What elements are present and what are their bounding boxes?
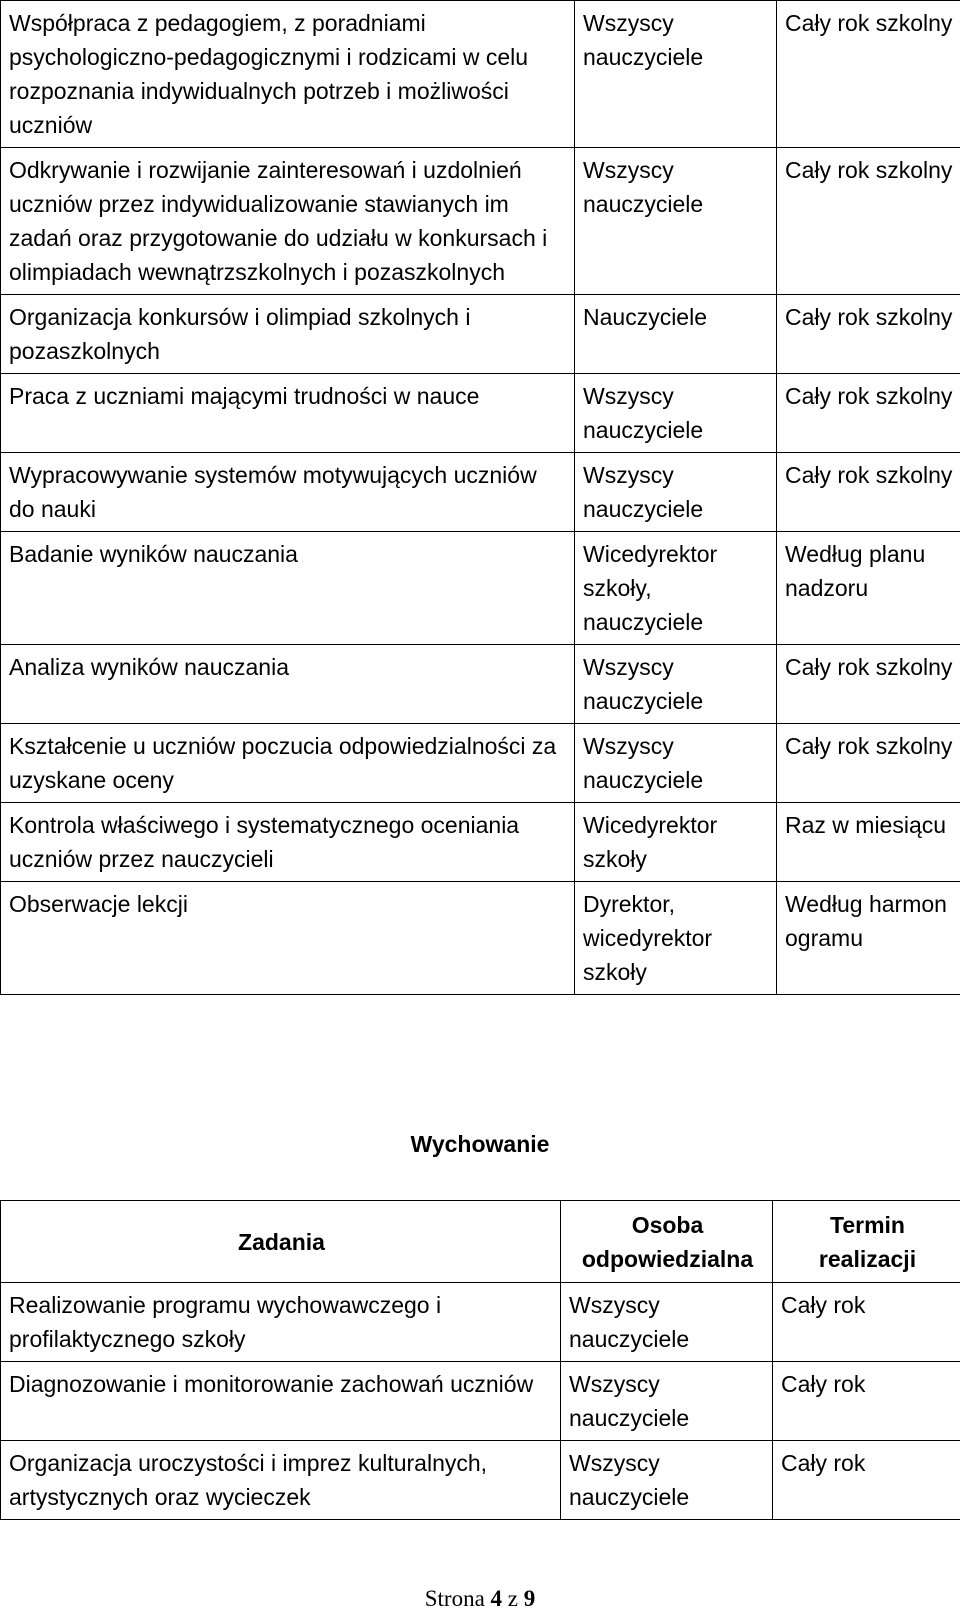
table-row — [1, 295, 960, 374]
header-task: Zadania — [1, 1201, 561, 1283]
task-cell: Organizacja uroczystości i imprez kulturalnych, artystycznych oraz wycieczek — [1, 1441, 561, 1520]
task-cell: Kształcenie u uczniów poczucia odpowiedzialności za uzyskane oceny — [1, 724, 575, 803]
table-row — [1, 803, 960, 882]
task-cell: Analiza wyników nauczania — [1, 645, 575, 724]
page-number: 4 — [490, 1586, 503, 1611]
person-cell: Wicedyrektor szkoły, nauczyciele — [575, 532, 777, 645]
person-cell: Dyrektor, wicedyrektor szkoły — [575, 882, 777, 995]
table-row — [1, 1, 960, 148]
table-row — [1, 1362, 960, 1441]
task-cell: Odkrywanie i rozwijanie zainteresowań i uzdolnień uczniów przez indywidualizowanie stawianych im zadań oraz przygotowanie do udziału w konkursach i olimpiadach wewnątrzszkolnych i pozaszkolnych — [1, 148, 575, 295]
person-cell: Wicedyrektor szkoły — [575, 803, 777, 882]
table-row — [1, 645, 960, 724]
task-cell: Organizacja konkursów i olimpiad szkolnych i pozaszkolnych — [1, 295, 575, 374]
header-row — [1, 1201, 960, 1283]
task-cell: Badanie wyników nauczania — [1, 532, 575, 645]
term-cell: Cały rok szkolny — [777, 724, 960, 803]
table-row — [1, 1283, 960, 1362]
section-heading: Wychowanie — [410, 1131, 550, 1157]
header-person: Osoba odpowiedzialna — [561, 1201, 773, 1283]
task-cell: Kontrola właściwego i systematycznego oceniania uczniów przez nauczycieli — [1, 803, 575, 882]
task-cell: Obserwacje lekcji — [1, 882, 575, 995]
page-footer — [0, 1582, 960, 1616]
person-cell: Nauczyciele — [575, 295, 777, 374]
page-total: 9 — [523, 1586, 536, 1611]
header-term: Termin realizacji — [773, 1201, 960, 1283]
upbringing-table — [0, 1200, 960, 1520]
term-cell: Cały rok szkolny — [777, 645, 960, 724]
table-row — [1, 1441, 960, 1520]
table-row — [1, 374, 960, 453]
term-cell: Raz w miesiącu — [777, 803, 960, 882]
person-cell: Wszyscy nauczyciele — [575, 1, 777, 148]
term-cell: Cały rok — [773, 1362, 960, 1441]
table-row — [1, 148, 960, 295]
table-row — [1, 453, 960, 532]
task-cell: Współpraca z pedagogiem, z poradniami psychologiczno-pedagogicznymi i rodzicami w celu rozpoznania indywidualnych potrzeb i możliwości uczniów — [1, 1, 575, 148]
term-cell: Cały rok — [773, 1283, 960, 1362]
term-cell: Cały rok szkolny — [777, 295, 960, 374]
footer-separator: z — [507, 1586, 519, 1611]
person-cell: Wszyscy nauczyciele — [561, 1441, 773, 1520]
task-cell: Realizowanie programu wychowawczego i profilaktycznego szkoły — [1, 1283, 561, 1362]
term-cell: Cały rok szkolny — [777, 374, 960, 453]
person-cell: Wszyscy nauczyciele — [561, 1362, 773, 1441]
person-cell: Wszyscy nauczyciele — [575, 148, 777, 295]
person-cell: Wszyscy nauczyciele — [575, 645, 777, 724]
task-cell: Praca z uczniami mającymi trudności w nauce — [1, 374, 575, 453]
term-cell: Cały rok szkolny — [777, 148, 960, 295]
task-cell: Diagnozowanie i monitorowanie zachowań uczniów — [1, 1362, 561, 1441]
task-cell: Wypracowywanie systemów motywujących uczniów do nauki — [1, 453, 575, 532]
table-row — [1, 724, 960, 803]
table-row — [1, 882, 960, 995]
term-cell: Cały rok szkolny — [777, 1, 960, 148]
person-cell: Wszyscy nauczyciele — [575, 453, 777, 532]
footer-prefix: Strona — [424, 1586, 485, 1611]
term-cell: Według planu nadzoru — [777, 532, 960, 645]
term-cell: Cały rok szkolny — [777, 453, 960, 532]
term-cell: Cały rok — [773, 1441, 960, 1520]
term-cell: Według harmonogramu — [777, 882, 960, 995]
table-row — [1, 532, 960, 645]
person-cell: Wszyscy nauczyciele — [561, 1283, 773, 1362]
person-cell: Wszyscy nauczyciele — [575, 724, 777, 803]
person-cell: Wszyscy nauczyciele — [575, 374, 777, 453]
